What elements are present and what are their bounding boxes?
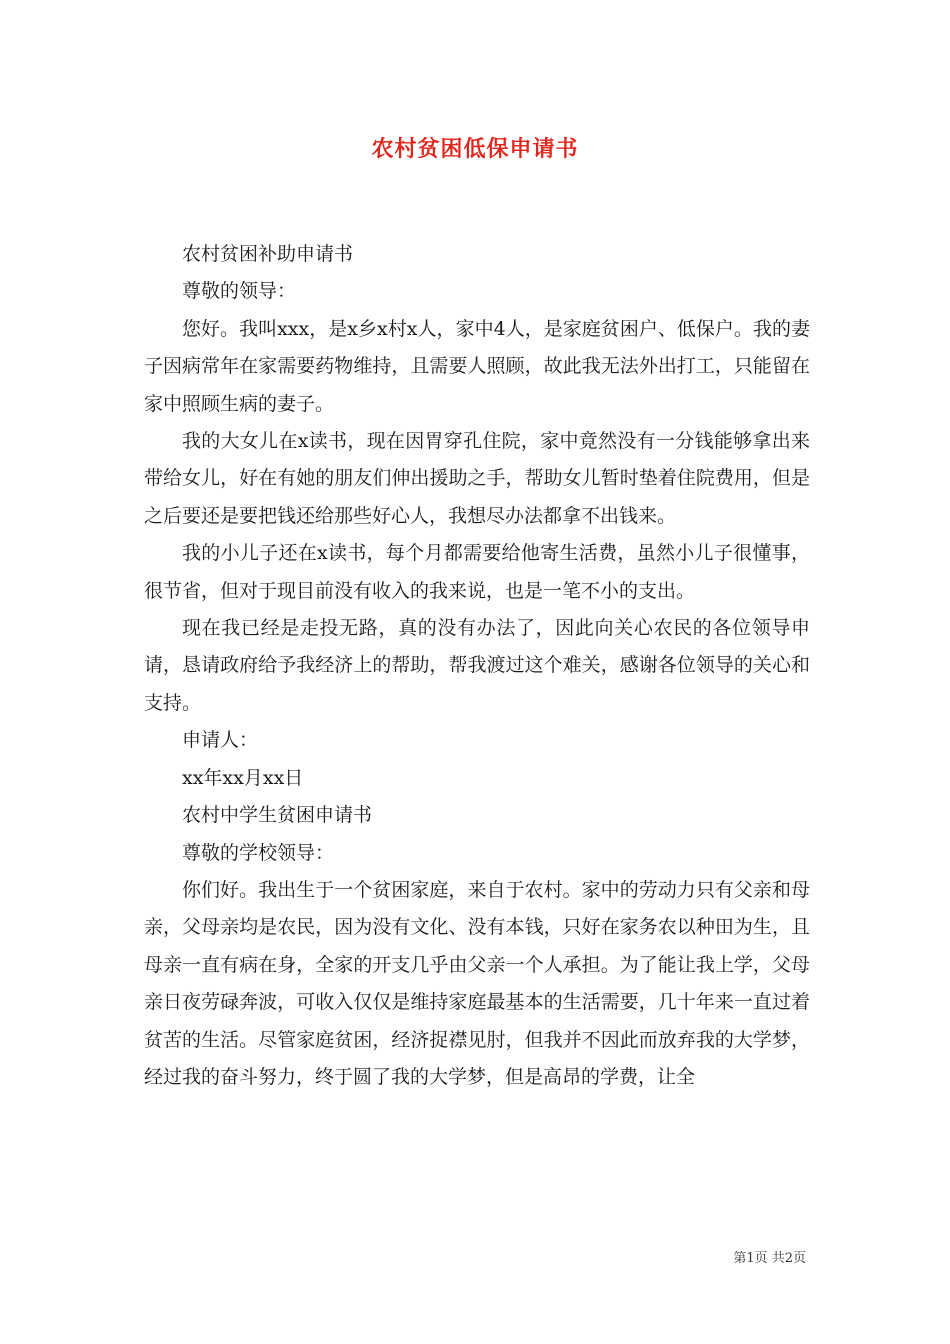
paragraph-date: xx年xx月xx日 [182,766,304,789]
paragraph-subtitle: 农村中学生贫困申请书 [182,804,373,827]
paragraph-applicant: 申请人： [182,729,259,752]
paragraph-subtitle: 农村贫困补助申请书 [182,243,354,265]
paragraph: 你们好。我出生于一个贫困家庭，来自于农村。家中的劳动力只有父亲和母亲，父母亲均是农民，因为没有文化、没有本钱，只好在家务农以种田为生，且母亲一直有病在身，全家的开支几乎由父亲一个人承担。为了能让我上学，父母亲日夜劳碌奔波，可收入仅仅是维持家庭最基本的生活需要，几十年来一直过着贫苦的生活。尽管家庭贫困，经济捉襟见肘，但我并不因此而放弃我的大学梦，经过我的奋斗努力，终于圆了我的大学梦，但是高昂的学费，让全 [144,878,810,1088]
page-number: 第1页 共2页 [733,1251,806,1266]
paragraph: 我的大女儿在x读书，现在因胃穿孔住院，家中竟然没有一分钱能够拿出来带给女儿，好在有她的朋友们伸出援助之手，帮助女儿暂时垫着住院费用，但是之后要还是要把钱还给那些好心人，我想尽办法都拿不出钱来。 [144,430,810,527]
document-title: 农村贫困低保申请书 [371,136,579,162]
paragraph-salutation: 尊敬的学校领导： [182,841,335,864]
paragraph: 现在我已经是走投无路，真的没有办法了，因此向关心农民的各位领导申请，恳请政府给予我经济上的帮助，帮我渡过这个难关，感谢各位领导的关心和支持。 [144,617,810,714]
document-body [144,236,810,1096]
paragraph: 您好。我叫xxx，是x乡x村x人，家中4人，是家庭贫困户、低保户。我的妻子因病常年在家需要药物维持，且需要人照顾，故此我无法外出打工，只能留在家中照顾生病的妻子。 [144,317,810,415]
paragraph: 我的小儿子还在x读书，每个月都需要给他寄生活费，虽然小儿子很懂事，很节省，但对于现目前没有收入的我来说，也是一笔不小的支出。 [144,542,810,602]
paragraph-salutation: 尊敬的领导： [182,280,297,303]
